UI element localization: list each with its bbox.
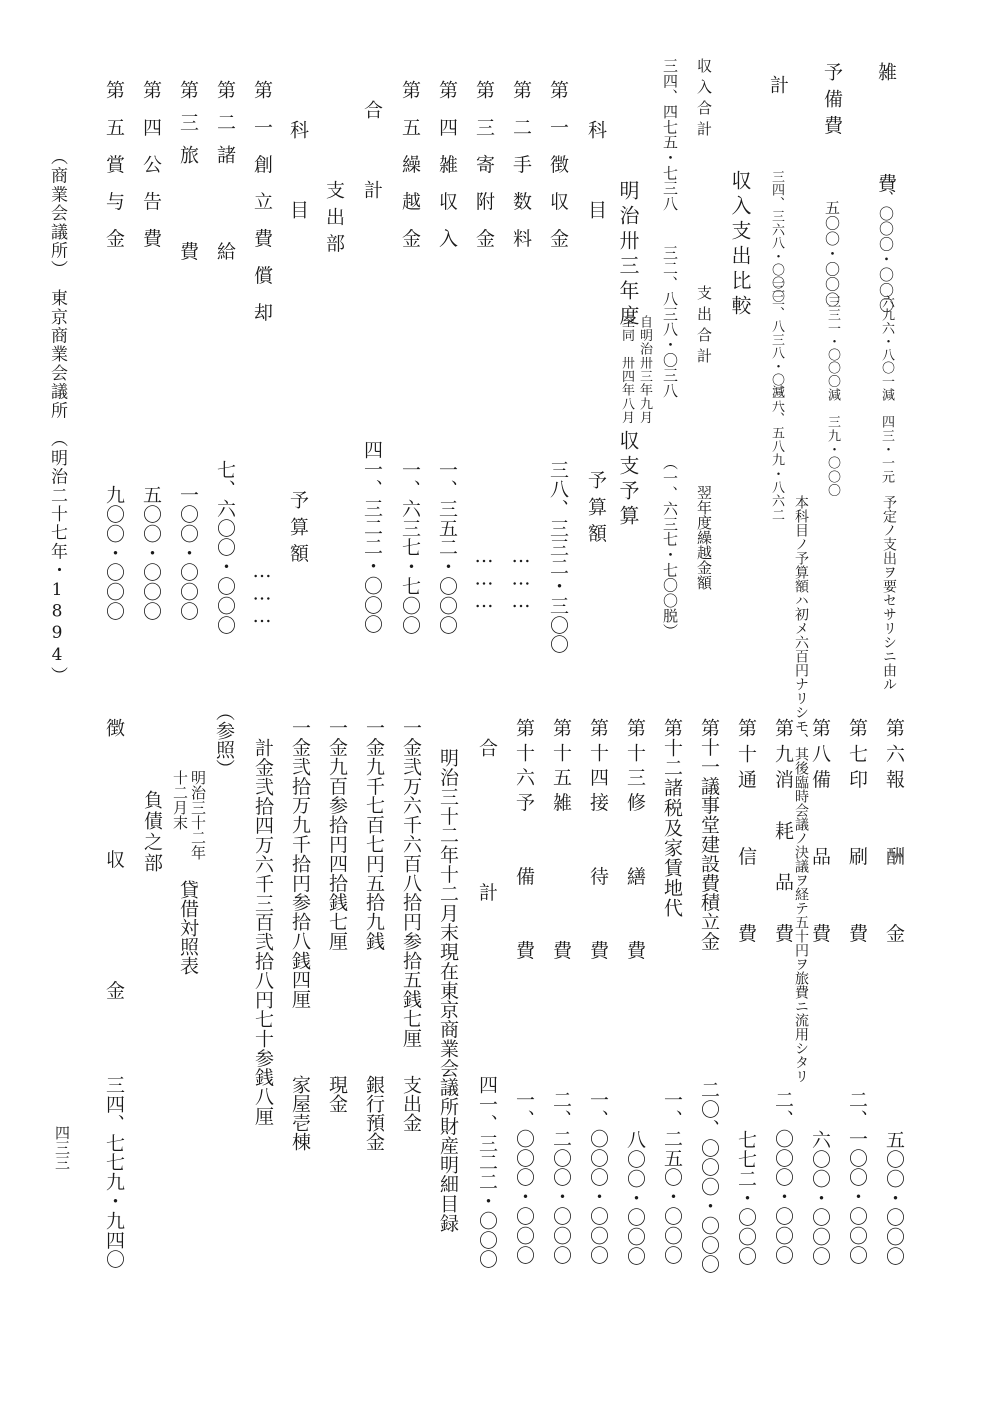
expense-row-label: 第三旅 費 xyxy=(177,80,199,274)
balance-date: 明治三十二年 xyxy=(189,770,207,860)
source-caption: （商業会議所） 東京商業会議所 （明治二十七年・1894） xyxy=(47,148,67,686)
expense-row-label: 第二諸 給 xyxy=(214,80,236,274)
expense-total-value: 三二、八三八・〇三八 xyxy=(661,245,679,398)
total-diff: 減一、五八九・八六二 xyxy=(769,385,784,522)
expense-header-item: 科 目 xyxy=(287,120,309,227)
total-label: 計 xyxy=(767,75,789,94)
income-total-label: 収入合計 xyxy=(695,58,713,142)
expense-row-label: 第十二諸税及家賃地代 xyxy=(661,718,683,918)
misc-label: 雑 費 xyxy=(875,62,897,211)
reserve-label: 予備費 xyxy=(821,62,843,142)
expense-total-label: 支出合計 xyxy=(695,285,713,369)
income-row-value: 三八、三三二・三〇〇 xyxy=(547,460,569,654)
misc-spent: 六九六・八〇一 xyxy=(879,295,894,388)
liability-row-value: 三四、七七九・九四〇 xyxy=(103,1075,125,1269)
income-total-value: 四一、三二二・〇〇〇 xyxy=(361,440,383,634)
income-row-label: 第三寄附金 xyxy=(473,80,495,266)
income-row-value: 一、三五二・〇〇〇 xyxy=(436,460,458,635)
reference-label: （参照） xyxy=(213,702,235,778)
carry-label: 翌年度繰越金額 xyxy=(695,485,713,590)
expense-row-label: 第七印 刷 費 xyxy=(846,718,868,949)
reserve-spent: 三三一・〇〇〇 xyxy=(825,295,840,388)
expense-row-label: 第十通 信 費 xyxy=(735,718,757,949)
income-row-label: 第四雑収入 xyxy=(436,80,458,266)
expense-row-label: 第十三修 繕 費 xyxy=(624,718,646,965)
income-header-item: 科 目 xyxy=(585,120,607,227)
expense-row-value: 九〇〇・〇〇〇 xyxy=(103,485,125,621)
note-misc: 予定ノ支出ヲ要セサリシニ由ル xyxy=(881,495,897,691)
property-title: 明治三十二年十二月末現在東京商業会議所財産明細目録 xyxy=(437,748,459,1233)
expense-row-value: 八〇〇・〇〇〇 xyxy=(624,1130,646,1266)
property-item: 銀行預金 xyxy=(363,1075,385,1151)
total-spent: 三二、八三八・〇三八 xyxy=(769,280,784,413)
compare-title: 収入支出比較 xyxy=(728,170,752,320)
reserve-budget: 五〇〇・〇〇〇 xyxy=(823,200,841,308)
property-item: 支出金 xyxy=(400,1075,422,1132)
expense-row-value: 五〇〇・〇〇〇 xyxy=(140,485,162,621)
expense-section-title: 支出部 xyxy=(323,180,345,260)
liability-section: 負債之部 xyxy=(141,790,163,874)
property-total: 計金弐拾四万六千三百弐拾八円七十参銭八厘 xyxy=(252,738,274,1126)
income-header-amount: 予算額 xyxy=(585,470,607,550)
property-row: 一金弐万六千六百八拾円参拾五銭七厘 xyxy=(400,718,422,1048)
expense-total-value: 四一、三二二・〇〇〇 xyxy=(476,1075,498,1269)
income-row-value: ……… xyxy=(473,545,495,613)
expense-row-label: 第六報 酬 金 xyxy=(883,718,905,949)
income-total-label: 合 計 xyxy=(361,100,383,207)
property-row: 一金九百参拾円四拾銭七厘 xyxy=(326,718,348,951)
expense-row-label: 第五賞与金 xyxy=(103,80,125,266)
income-row-label: 第二手数料 xyxy=(510,80,532,266)
expense-header-amount: 予算額 xyxy=(287,490,309,570)
property-row: 一金弐拾万九千拾円参拾八銭四厘 xyxy=(289,718,311,1009)
expense-row-label: 第一創立費償却 xyxy=(251,80,273,340)
expense-row-value: 一〇〇・〇〇〇 xyxy=(177,485,199,621)
expense-row-label: 第九消 耗 品 費 xyxy=(772,718,794,949)
expense-row-value: 六〇〇・〇〇〇 xyxy=(809,1130,831,1266)
expense-row-value: 二〇、〇〇〇・〇〇〇 xyxy=(698,1080,720,1274)
expense-row-value: 二、二〇〇・〇〇〇 xyxy=(550,1090,572,1265)
expense-row-label: 第八備 品 費 xyxy=(809,718,831,949)
reserve-diff: 減 三九・〇〇〇 xyxy=(825,388,840,498)
expense-row-value: 二、一〇〇・〇〇〇 xyxy=(846,1090,868,1265)
budget-period-2: 至同 卅四年八月 xyxy=(619,315,634,425)
expense-row-label: 第十四接 待 費 xyxy=(587,718,609,965)
income-row-value: ……… xyxy=(510,545,532,613)
expense-total-label: 合 計 xyxy=(476,738,498,919)
property-row: 一金九千七百七円五拾九銭 xyxy=(363,718,385,951)
expense-row-label: 第十五雑 費 xyxy=(550,718,572,965)
expense-row-value: 一、〇〇〇・〇〇〇 xyxy=(513,1090,535,1265)
expense-row-value: 二、〇〇〇・〇〇〇 xyxy=(772,1090,794,1265)
liability-row-label: 徴 収 金 xyxy=(103,718,125,1024)
budget-title-tail: 収支予算 xyxy=(616,430,640,530)
income-row-label: 第五繰越金 xyxy=(399,80,421,266)
income-total-value: 三四、四七五・七三八 xyxy=(661,58,679,211)
total-budget: 三四、三六八・〇〇〇 xyxy=(769,170,784,303)
misc-budget: 一、〇〇〇・〇〇〇 xyxy=(877,175,895,313)
expense-row-value: 七七二・〇〇〇 xyxy=(735,1130,757,1266)
balance-sheet-title: 貸借対照表 xyxy=(177,880,199,975)
note-reserve: 本科目ノ予算額ハ初メ六百円ナリシモ、其後臨時会議ノ決議ヲ経テ五十円ヲ旅費ニ流用シタリ xyxy=(793,495,809,1083)
income-row-label: 第一徴収金 xyxy=(547,80,569,266)
expense-row-value: 一、二五〇・〇〇〇 xyxy=(661,1090,683,1265)
property-item: 家屋壱棟 xyxy=(289,1075,311,1151)
expense-row-value: ……… xyxy=(251,560,273,628)
budget-period-1: 自明治卅三年九月 xyxy=(637,315,652,425)
budget-title-main: 明治卅三年度 xyxy=(616,180,640,330)
property-item: 現金 xyxy=(326,1075,348,1113)
expense-row-label: 第四公告費 xyxy=(140,80,162,266)
carry-value: （一、六三七・七〇〇脱） xyxy=(661,455,679,639)
balance-date: 十二月末 xyxy=(171,770,189,830)
expense-row-value: 一、〇〇〇・〇〇〇 xyxy=(587,1090,609,1265)
income-row-value: 一、六三七・七〇〇 xyxy=(399,460,421,635)
expense-row-value: 五〇〇・〇〇〇 xyxy=(883,1130,905,1266)
page-number: 四三三 xyxy=(53,1125,71,1170)
misc-diff: 減 四三・一元 xyxy=(879,388,894,484)
expense-row-label: 第十一議事堂建設費積立金 xyxy=(698,718,720,951)
expense-row-value: 七、六〇〇・〇〇〇 xyxy=(214,460,236,635)
expense-row-label: 第十六予 備 費 xyxy=(513,718,535,965)
